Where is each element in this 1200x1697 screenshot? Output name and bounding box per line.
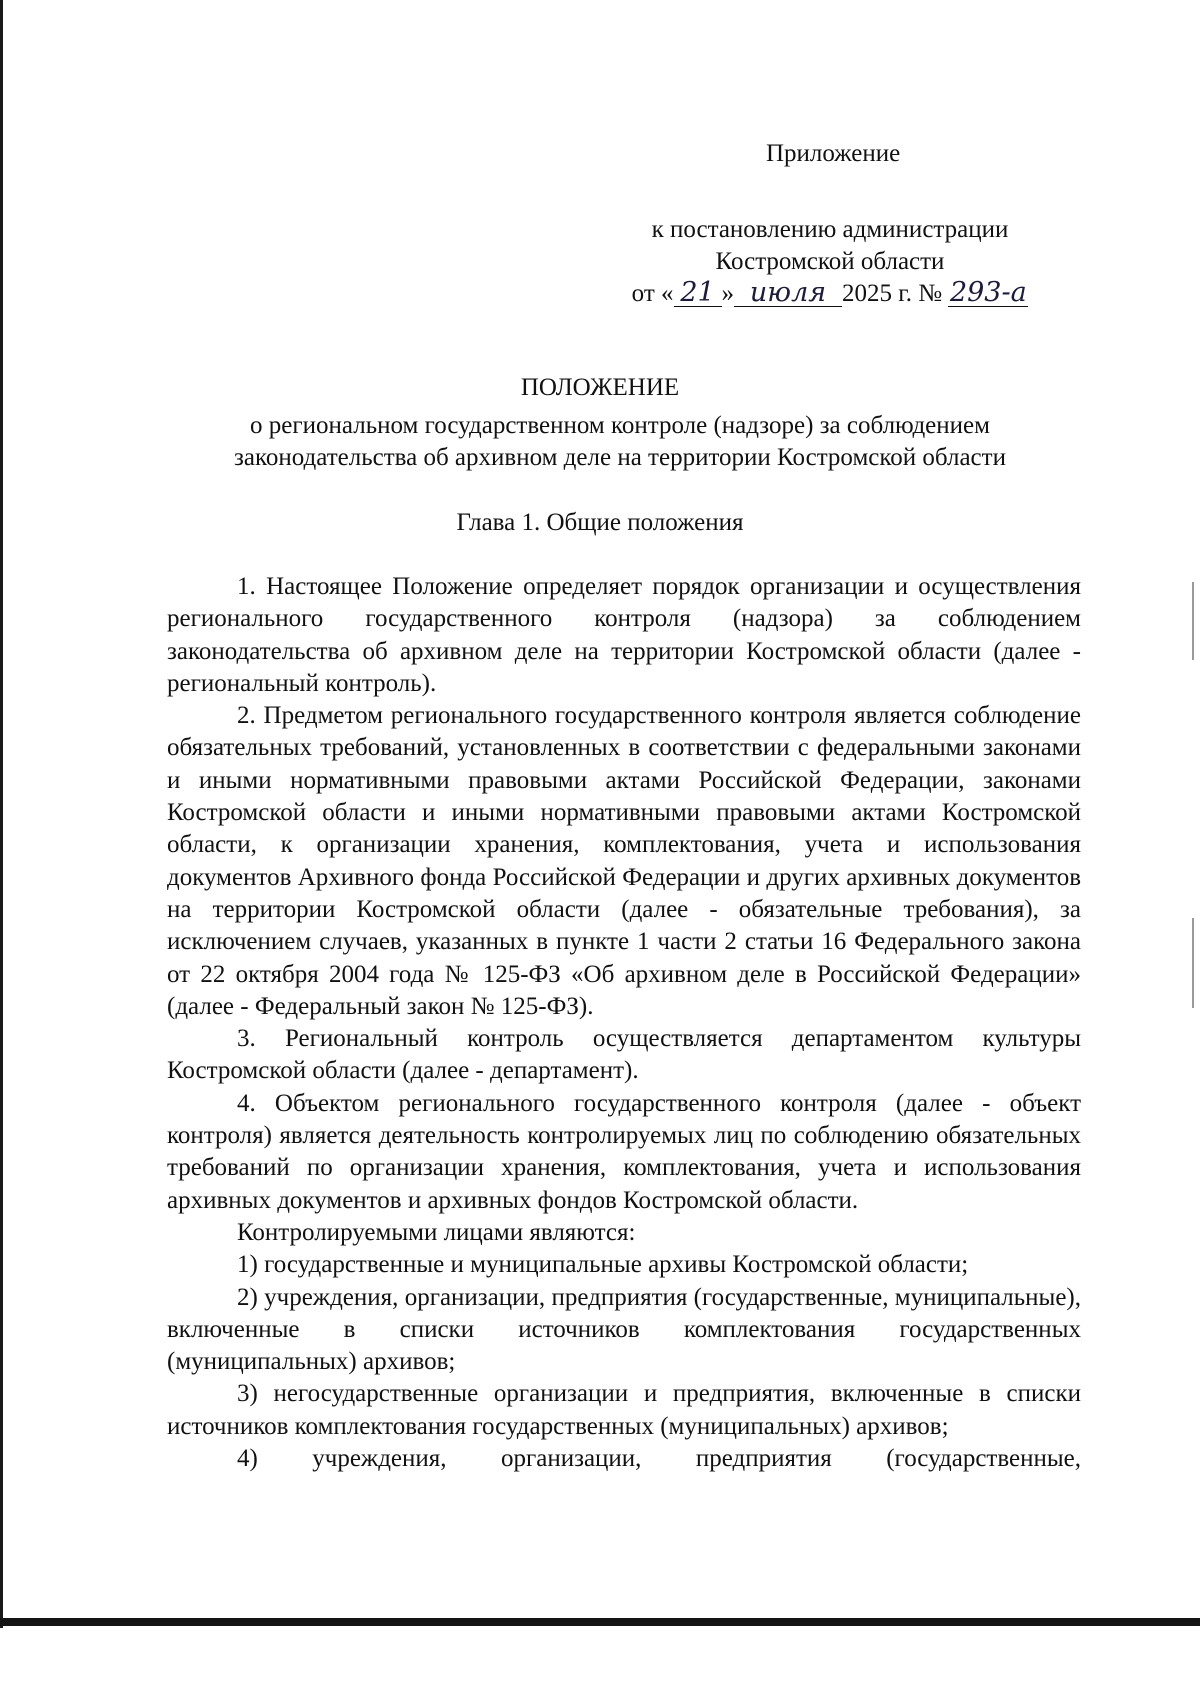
handwritten-day: 21 [674,280,722,307]
appendix-label: Приложение [766,140,901,167]
document-body [167,571,1081,1475]
resolution-line: к постановлению администрации [651,216,1009,243]
document-title: ПОЛОЖЕНИЕ [520,374,680,401]
chapter-heading: Глава 1. Общие положения [456,509,744,536]
resolution-line: Костромской области [715,248,945,275]
scan-bottom-edge [0,1618,1200,1626]
list-item: 3) негосударственные организации и предприятия, включенные в списки источников комплектования государственных (муниципальных) архивов; [167,1380,1081,1440]
handwritten-doc-number: 293-а [949,277,1027,308]
resolution-date-line [620,278,1040,310]
scan-right-edge-mark [1192,918,1194,1008]
list-item: 4) учреждения, организации, предприятия (государственные, [237,1445,1081,1473]
resolution-reference [620,214,1040,310]
scan-left-edge [0,0,3,1628]
date-year: 2025 г. № [842,280,943,307]
list-item: 1) государственные и муниципальные архивы Костромской области; [237,1251,969,1279]
paragraph: 4. Объектом регионального государственного контроля (далее - объект контроля) является деятельность контролируемых лиц по соблюдению обязательных требований по организации хранения, комплектования, учета и использования архивных документов и архивных фондов Костромской области. [167,1089,1081,1214]
paragraph: 3. Региональный контроль осуществляется департаментом культуры Костромской области (далее - департамент). [167,1025,1081,1085]
date-quote-close: » [721,280,735,307]
paragraph: 1. Настоящее Положение определяет порядок организации и осуществления регионального государственного контроля (надзора) за соблюдением законодательства об архивном деле на территории Костромской области (далее - региональный контроль). [167,573,1081,697]
paragraph: Контролируемыми лицами являются: [237,1218,636,1246]
handwritten-month: июля [734,280,842,307]
document-subtitle: о региональном государственном контроле (надзоре) за соблюдением законодательства об архивном деле на территории Костромской области [234,412,1006,471]
date-prefix: от « [631,280,674,307]
paragraph: 2. Предметом регионального государственного контроля является соблюдение обязательных требований, установленных в соответствии с федеральными законами и иными нормативными правовыми актами Российской Федерации, законами Костромской области и иными нормативными правовыми актами Костромской области, к организации хранения, комплектования, учета и использования документов Архивного фонда Российской Федерации и других архивных документов на территории Костромской области (далее - обязательные требования), за исключением случаев, указанных в пункте 1 части 2 статьи 16 Федерального закона от 22 октября 2004 года № 125-ФЗ «Об архивном деле в Российской Федерации» (далее - Федеральный закон № 125-ФЗ). [167,702,1081,1020]
list-item: 2) учреждения, организации, предприятия (государственные, муниципальные), включенные в списки источников комплектования государственных (муниципальных) архивов; [167,1283,1081,1376]
scan-right-edge-mark [1192,582,1194,660]
